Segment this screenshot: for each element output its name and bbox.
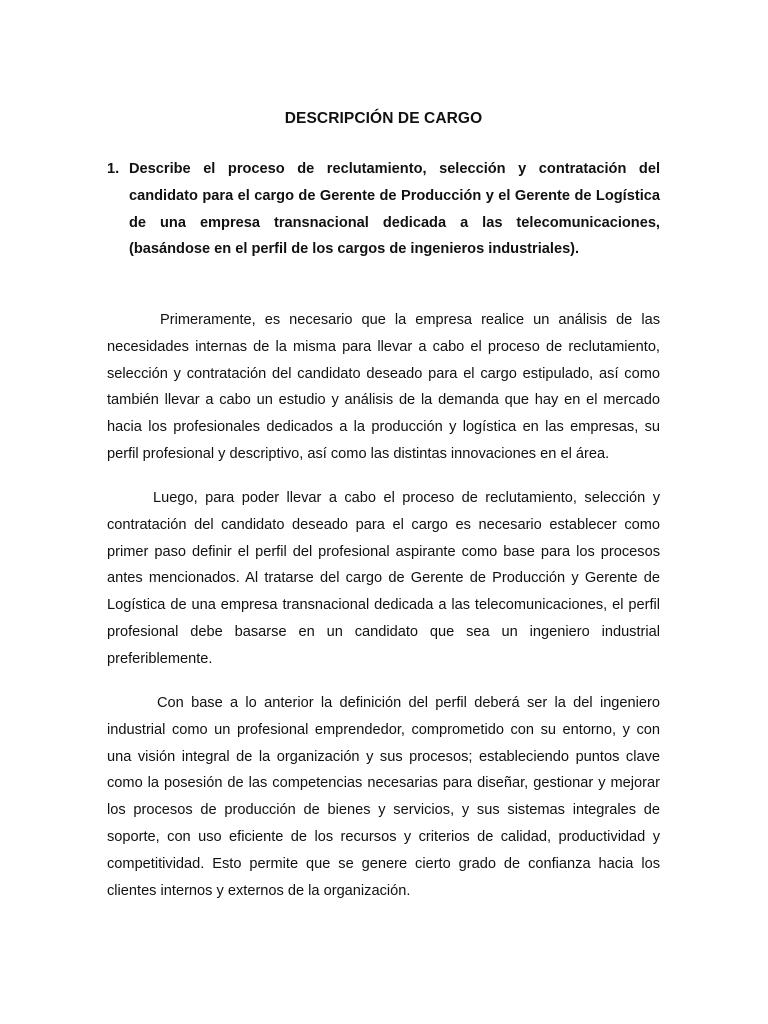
page-title: DESCRIPCIÓN DE CARGO <box>284 110 483 127</box>
body-paragraph: Luego, para poder llevar a cabo el proceso de reclutamiento, selección y contratación del candidato deseado para el cargo es necesario establecer como primer paso definir el perfil del profesional aspirante como base para los procesos antes mencionados. Al tratarse del cargo de Gerente de Producción y Gerente de Logística de una empresa transnacional dedicada a las telecomunicaciones, el perfil profesional debe basarse en un candidato que sea un ingeniero industrial preferiblemente. <box>107 490 660 667</box>
question-text: Describe el proceso de reclutamiento, selección y contratación del candidato para el cargo de Gerente de Producción y el Gerente de Logística de una empresa transnacional dedicada a las telecomunicaciones, (basándose en el perfil de los cargos de ingenieros industriales). <box>129 161 660 258</box>
body-paragraph: Primeramente, es necesario que la empresa realice un análisis de las necesidades internas de la misma para llevar a cabo el proceso de reclutamiento, selección y contratación del candidato deseado para el cargo estipulado, así como también llevar a cabo un estudio y análisis de la demanda que hay en el mercado hacia los profesionales dedicados a la producción y logística en las empresas, su perfil profesional y descriptivo, así como las distintas innovaciones en el área. <box>107 312 660 462</box>
question-item <box>107 156 660 263</box>
document-page <box>107 0 660 1024</box>
question-number: 1. <box>107 161 120 177</box>
body-paragraph: Con base a lo anterior la definición del perfil deberá ser la del ingeniero industrial como un profesional emprendedor, comprometido con su entorno, y con una visión integral de la organización y sus procesos; estableciendo puntos clave como la posesión de las competencias necesarias para diseñar, gestionar y mejorar los procesos de producción de bienes y servicios, y sus sistemas integrales de soporte, con uso eficiente de los recursos y criterios de calidad, productividad y competitividad. Esto permite que se genere cierto grado de confianza hacia los clientes internos y externos de la organización. <box>107 695 660 899</box>
